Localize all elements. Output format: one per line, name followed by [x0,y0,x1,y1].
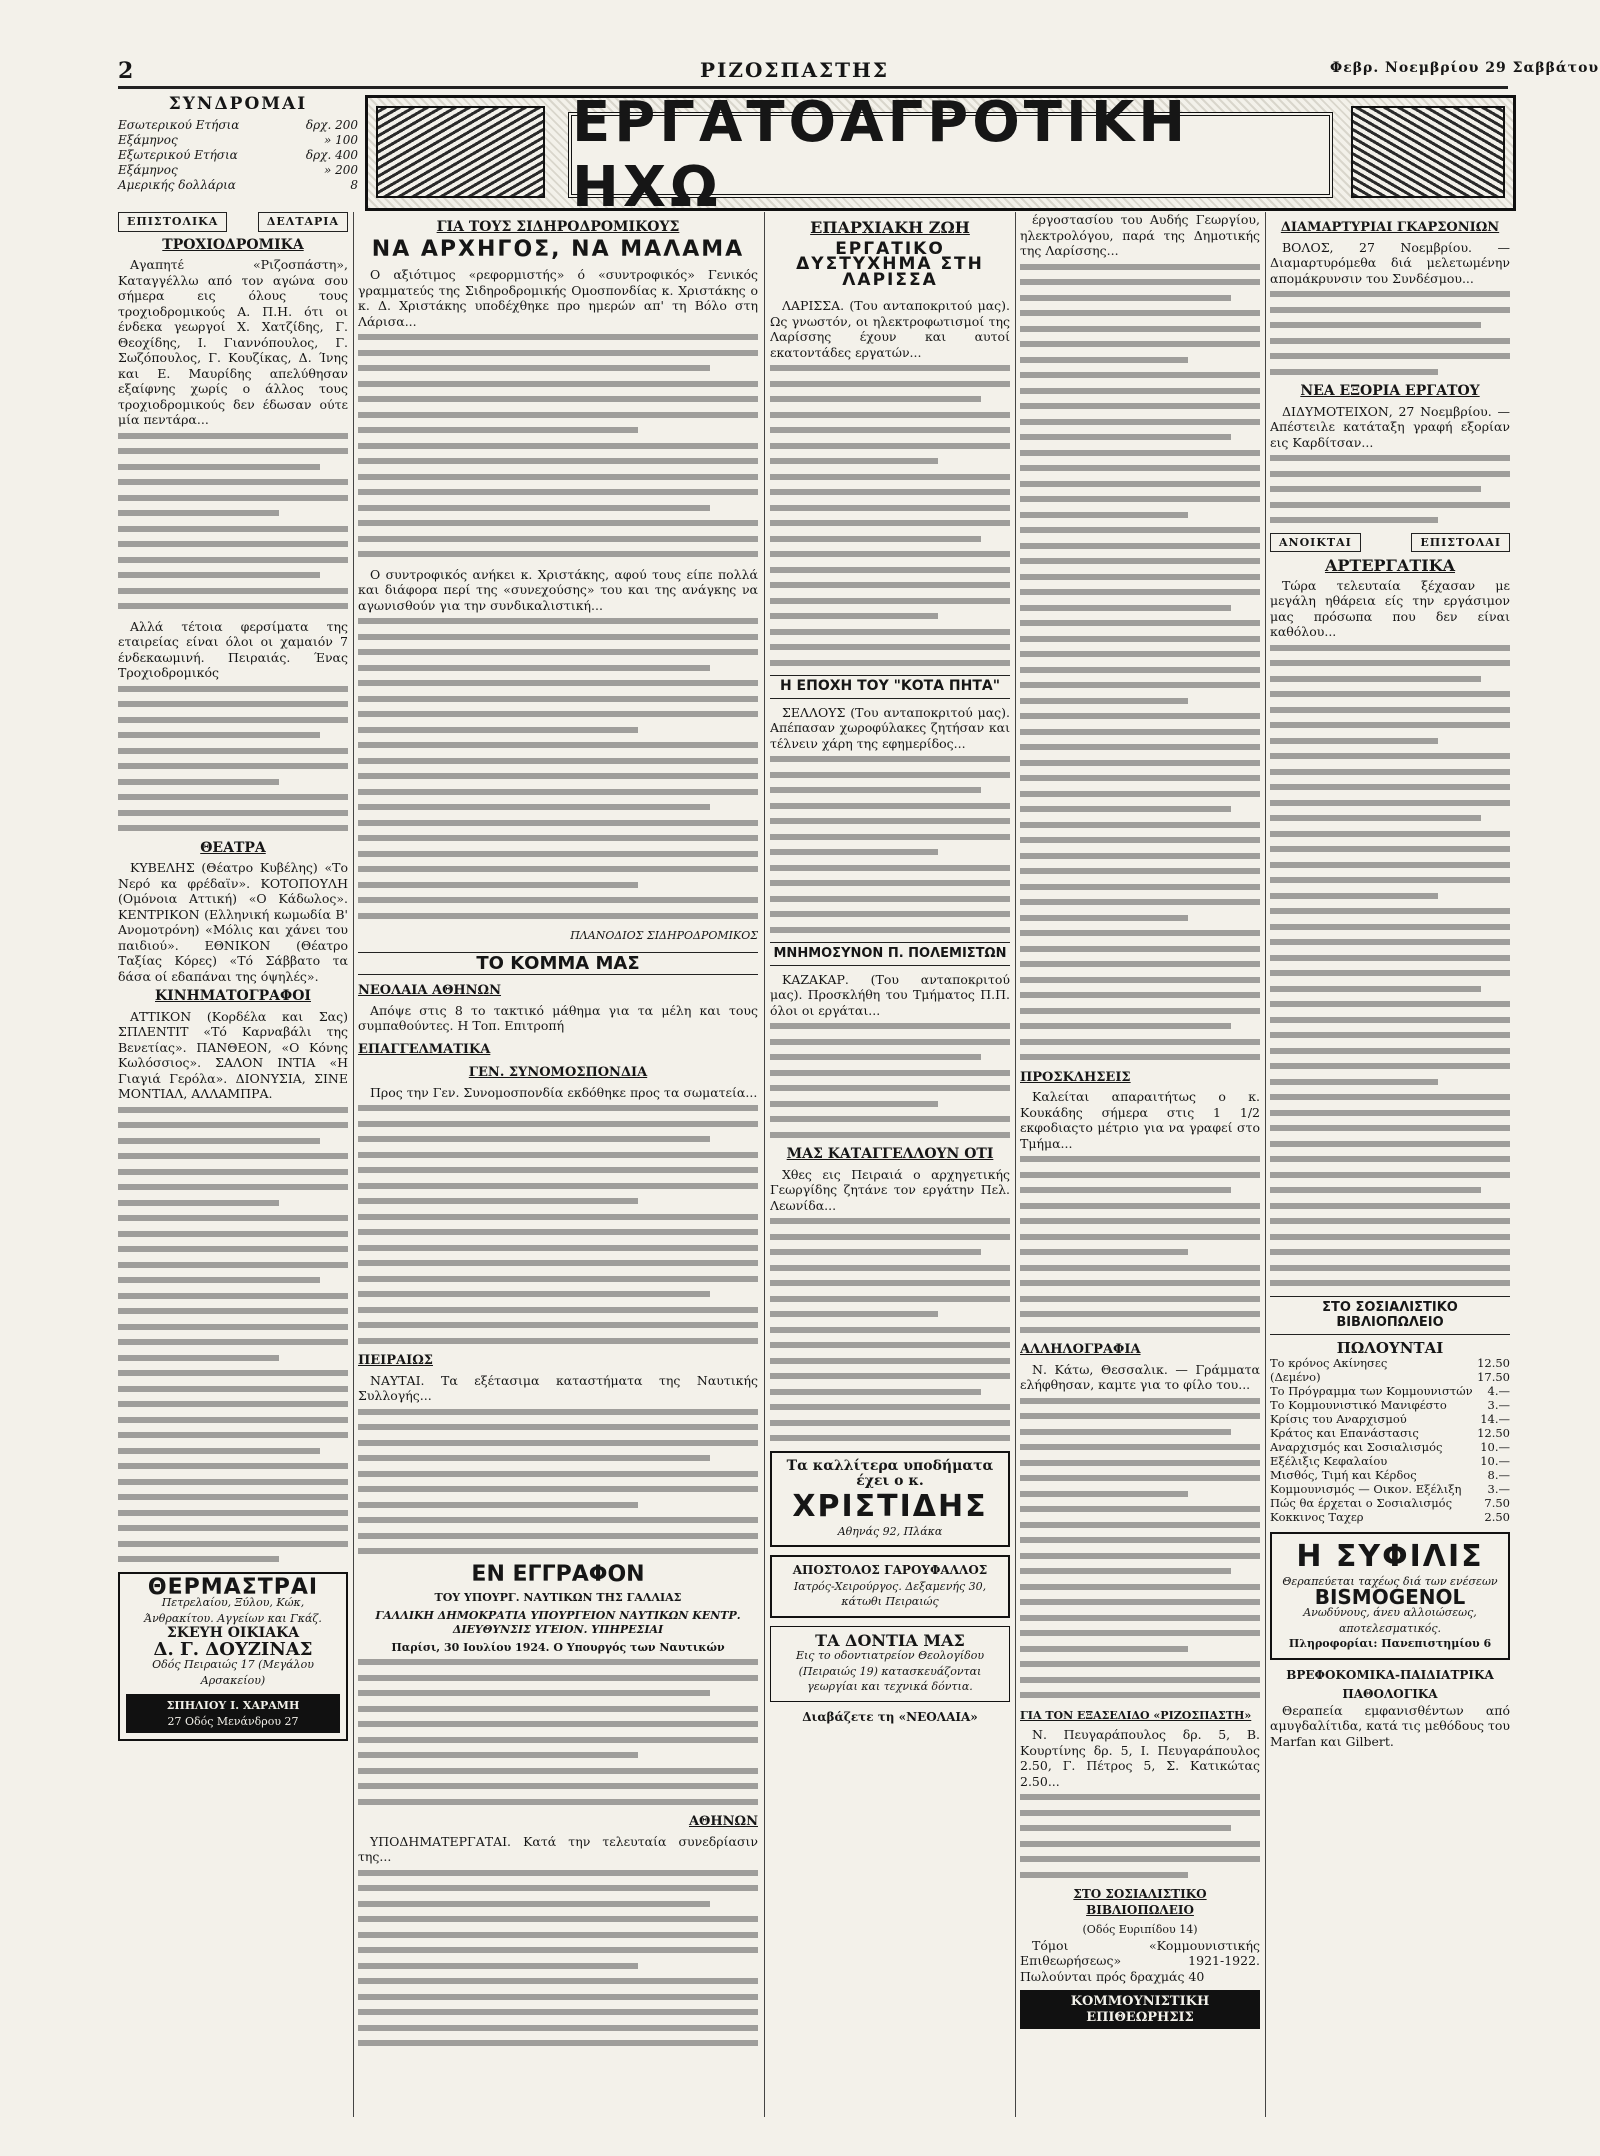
footer-note: Διαβάζετε τη «ΝΕΟΛΑΙΑ» [802,1709,978,1724]
text-filler [358,1870,758,2047]
article-text: Τώρα τελευταία ξέχασαν με μεγάλη ηθάρεια είς την εργάσιμον μας πρόσωπα που δεν είναι καθόλου... [1270,577,1510,639]
text-filler [118,433,348,610]
text-filler [118,1107,348,1563]
athens-title: ΑΘΗΝΩΝ [688,1814,758,1829]
party-text: Απόψε στις 8 το τακτικό μάθημα για τα μέλη και τους συμπαθούντες. Η Τοπ. Επιτροπή [358,1002,758,1033]
tab-notes: ΔΕΛΤΑΡΙΑ [258,212,348,232]
cinema-text: ΑΤΤΙΚΟΝ (Κορδέλα και Σας) ΣΠΛΕΝΤΙΤ «Τό Καρναβάλι της Βενετίας». ΠΑΝΘΕΟΝ, «Ο Κόνης Κωλόσσιος». ΣΑΛΟΝ ΙΝΤΙΑ «Η Γιαγιά Γερόλα». ΔΙΟΝΥΣΙΑ, ΣΙΝΕ ΜΟΝΤΙΑΛ, ΑΛΛΑΜΠΡΑ. [118,1008,348,1101]
list-item: Το Κομμουνιστικό Μανιφέστο 3.— [1270,1398,1510,1412]
text-filler [770,1023,1010,1138]
column-2 [358,212,758,2122]
fund-text: Ν. Πευγαράπουλος δρ. 5, Β. Κουρτίνης δρ. 5, Ι. Πευγαράπουλος 2.50, Γ. Πέτρος 5, Σ. Κατικώτας 2.50... [1020,1727,1260,1789]
subscriptions-box [118,94,358,204]
ad-text: Θεραπεύεται ταχέως διά των ενέσεων [1282,1575,1498,1588]
ad-subtext: Ανωδύνους, άνευ αλλοιώσεως, αποτελεσματικός. [1303,1606,1477,1635]
column-5 [1270,212,1510,2122]
column-rule [764,212,765,2117]
date-line: Φεβρ. Νοεμβρίου 29 Σαββάτου [1330,60,1600,76]
article-text: Ο αξιότιμος «ρεφορμιστής» ό «συντροφικός» Γενικός γραμματεύς της Σιδηροδρομικής Ομοσπονδίας κ. Χριστάκης ο κ. Δ. Χριστάκης υποδέχθηκε προ ημερών απ' τη Βόλο στη Λάρισα... [358,267,758,329]
column-tabs [1270,533,1510,553]
union-text: Προς την Γεν. Συνομοσπονδία εκδόθηκε προς τα σωματεία... [370,1084,758,1100]
newspaper-title: ΡΙΖΟΣΠΑΣΤΗΣ [700,58,890,82]
article-signature: ΠΛΑΝΟΔΙΟΣ ΣΙΔΗΡΟΔΡΟΜΙΚΟΣ [570,929,758,942]
list-item: (Δεμένο) 17.50 [1270,1370,1510,1384]
athens-text: ΥΠΟΔΗΜΑΤΕΡΓΑΤΑΙ. Κατά την τελευταία συνεδρίασιν της... [358,1833,758,1864]
kota-title: Η ΕΠΟΧΗ ΤΟΥ "ΚΟΤΑ ΠΗΤΑ" [770,675,1010,699]
headline: ΝΑ ΑΡΧΗΓΟΣ, ΝΑ ΜΑΛΑΜΑ [371,236,745,262]
bookshop-text: Τόμοι «Κομμουνιστικής Επιθεωρήσεως» 1921-1922. Πωλούνται πρός δραχμάς 40 [1020,1937,1260,1984]
bookshop-address: (Οδός Ευριπίδου 14) [1082,1923,1198,1936]
union-subtitle: ΓΕΝ. ΣΥΝΟΜΟΣΠΟΝΔΙΑ [468,1065,648,1080]
farmer-illustration [376,106,545,198]
theatre-title: ΘΕΑΤΡΑ [200,839,266,856]
exile-text: ΔΙΔΥΜΟΤΕΙΧΟΝ, 27 Νοεμβρίου. — Απέστειλε κατάταξη γραφή εξορίαν εις Καρδίτσαν... [1270,403,1510,450]
text-filler [358,1659,758,1805]
bookshop-title: ΣΤΟ ΣΟΣΙΑΛΙΣΤΙΚΟ ΒΙΒΛΙΟΠΩΛΕΙΟ [1073,1887,1207,1917]
column-rule [353,212,354,2117]
text-filler [1020,1794,1260,1878]
party-title: ΤΟ ΚΟΜΜΑ ΜΑΣ [358,952,758,976]
shoe-ad: Τα καλλίτερα υποδήματα έχει ο κ. ΧΡΙΣΤΙΔΗΣ Αθηνάς 92, Πλάκα [770,1451,1010,1548]
tab-open: ΑΝΟΙΚΤΑΙ [1270,533,1361,553]
ad-text: Πετρελαίου, Ξύλου, Κώκ, Άνθρακίτου. Αγγείων και Γκάζ. [144,1596,322,1625]
party-subtitle: ΝΕΟΛΑΙΑ ΑΘΗΝΩΝ [358,983,502,998]
ad-text: Ιατρός-Χειρούργος. Δεξαμενής 30, κάτωθι Πειραιώς [793,1579,987,1608]
bookshop-title: ΣΤΟ ΣΟΣΙΑΛΙΣΤΙΚΟ ΒΙΒΛΙΟΠΩΛΕΙΟ [1270,1296,1510,1335]
column-4 [1020,212,1260,2122]
article-text: ΛΑΡΙΣΣΑ. (Του ανταποκριτού μας). Ως γνωστόν, οι ηλεκτροφωτισμοί της Λαρίσσης έχουν και αυτοί εκατοντάδες εργατών... [770,298,1010,360]
document-title: ΕΝ ΕΓΓΡΑΦΟΝ [471,1561,645,1587]
subscription-row: Εσωτερικού Ετήσια δρχ. 200 [118,118,358,132]
ad-title: ΘΕΡΜΑΣΤΡΑΙ [147,1574,319,1600]
notices-text: Καλείται απαραιτήτως ο κ. Κουκάδης σήμερα στις 1 1/2 εκφοδιαςτο μέτριο για να γραφεί στο Τμήμα... [1020,1089,1260,1151]
list-item: Πώς θα έρχεται ο Σοσιαλισμός 7.50 [1270,1496,1510,1510]
article-text: Αγαπητέ «Ριζοσπάστη», Καταγγέλλω από τον αγώνα σου σήμερα εις όλους τους τροχιοδρομικούς Α. Π.Η. ότι οι ένδεκα γεωργοί Χ. Χατζίδης, Γ. Θεοχίδης, Ι. Γιαννόπουλος, Γ. Σωζόπουλος, Γ. Κουζίκας, Δ. Ίνης και Ε. Μαυρίδης απελύθησαν εξαίφνης χωρίς ο άλλος τους τροχιοδρομικούς δεν έδωσαν ούτε μία πεντάρα... [118,257,348,427]
clinic-text: Θεραπεία εμφανισθέντων από αμυγδαλίτιδα, κατά τις μεθόδους του Marfan και Gilbert. [1270,1702,1510,1749]
cinema-title: ΚΙΝΗΜΑΤΟΓΡΑΦΟΙ [155,988,311,1004]
list-item: Το κρόνος Ακίνησες 12.50 [1270,1356,1510,1370]
subscriptions-title: ΣΥΝΔΡΟΜΑΙ [168,94,308,114]
ad-text: Εις το οδοντιατρείον Θεολογίδου (Πειραιώς 19) κατασκευάζονται γεωργίαι και τεχνικά δόντια. [795,1649,985,1693]
fund-title: ΓΙΑ ΤΟΝ ΕΞΑΣΕΛΙΔΟ «ΡΙΖΟΣΠΑΣΤΗ» [1020,1708,1252,1722]
ad-address: Οδός Πειραιώς 17 (Μεγάλου Αρσακείου) [152,1658,314,1687]
navy-title: ΠΕΙΡΑΙΩΣ [358,1353,433,1368]
list-item: Κομμουνισμός — Οικον. Εξέλιξη 3.— [1270,1482,1510,1496]
letters-text: Ν. Κάτω, Θεσσαλικ. — Γράμματα ελήφθησαν, καμτε για το φίλο του... [1020,1361,1260,1392]
text-filler [358,1409,758,1555]
page-number: 2 [118,58,134,84]
article-text: έργοστασίου του Αυδής Γεωργίου, ηλεκτρολόγου, παρά της Δημοτικής της Λαρίσσης... [1020,212,1260,258]
bookshop-subtitle: ΠΩΛΟΥΝΤΑΙ [1336,1338,1444,1357]
document-header: ΓΑΛΛΙΚΗ ΔΗΜΟΚΡΑΤΙΑ ΥΠΟΥΡΓΕΙΟΝ ΝΑΥΤΙΚΩΝ ΚΕΝΤΡ. ΔΙΕΥΘΥΝΣΙΣ ΥΓΕΙΟΝ. ΥΠΗΡΕΣΙΑΙ [375,1609,741,1636]
notices-title: ΠΡΟΣΚΛΗΣΕΙΣ [1020,1069,1131,1085]
text-filler [358,1105,758,1344]
report-title: ΜΑΣ ΚΑΤΑΓΓΕΛΛΟΥΝ ΟΤΙ [786,1146,994,1162]
list-item: Κράτος και Επανάστασις 12.50 [1270,1426,1510,1440]
review-banner: ΚΟΜΜΟΥΝΙΣΤΙΚΗ ΕΠΙΘΕΩΡΗΣΙΣ [1020,1990,1260,2029]
text-filler [358,618,758,919]
column-3 [770,212,1010,2122]
memorial-title: ΜΝΗΜΟΣΥΝΟΝ Π. ΠΟΛΕΜΙΣΤΩΝ [770,942,1010,966]
column-rule [1015,212,1016,2117]
protest-text: ΒΟΛΟΣ, 27 Νοεμβρίου. — Διαμαρτυρόμεθα διά μελετωμένην απομάκρυνσιν του Συνδέσμου... [1270,239,1510,286]
section-title: ΑΡΤΕΡΓΑΤΙΚΑ [1324,556,1456,575]
list-item: Κοκκινος Ταχερ 2.50 [1270,1510,1510,1524]
list-item: Κρίσις του Αναρχισμού 14.— [1270,1412,1510,1426]
text-filler [1020,264,1260,1061]
tab-letters: ΕΠΙΣΤΟΛΙΚΑ [118,212,227,232]
document-subtitle: ΤΟΥ ΥΠΟΥΡΓ. ΝΑΥΤΙΚΩΝ ΤΗΣ ΓΑΛΛΙΑΣ [434,1591,682,1604]
column-1 [118,212,348,2122]
list-item: Αναρχισμός και Σοσιαλισμός 10.— [1270,1440,1510,1454]
column-tabs [118,212,348,232]
theatre-text: ΚΥΒΕΛΗΣ (Θέατρο Κυβέλης) «Το Νερό κα φρέδαϊν». ΚΟΤΟΠΟΥΛΗ (Ομόνοια Αττική) «Ο Κάδωλος». ΚΕΝΤΡΙΚΟΝ (Ελληνική κωμωδία Β' Ανομοτρόνη) «Μόλις και χάνει του παιδιού». ΕΘΝΙΚΟΝ (Θέατρο Ταξίας Κόρες) «Τό Σάββατο τα δάσα οί εδαπάναι της όψηλές». [118,860,348,984]
list-item: Το Πρόγραμμα των Κομμουνιστών 4.— [1270,1384,1510,1398]
subscription-row: Εξάμηνος » 200 [118,163,358,177]
protest-title: ΔΙΑΜΑΡΤΥΡΙΑΙ ΓΚΑΡΣΟΝΙΩΝ [1280,220,1500,235]
article-text: Αλλά τέτοια φερσίματα της εταιρείας είναι όλοι οι χαμαιόν 7 ένδεκαωμινή. Πειραιάς. Ένας Τροχιοδρομικός [118,618,348,680]
ad-title: ΤΑ ΔΟΝΤΙΑ ΜΑΣ [815,1630,965,1650]
section-title: ΕΠΑΡΧΙΑΚΗ ΖΩΗ [810,218,970,237]
kota-text: ΣΕΛΛΟΥΣ (Του ανταποκριτού μας). Απέπασαν χωροφύλακες ζητήσαν και τέλνειν χάρη της εφημερίδος... [770,704,1010,751]
subscription-row: Εξωτερικού Ετήσια δρχ. 400 [118,148,358,162]
memorial-text: ΚΑΖΑΚΑΡ. (Του ανταποκριτού μας). Προσκλήθη του Τμήματος Π.Π. όλοι οι εργάται... [770,971,1010,1018]
text-filler [1020,1398,1260,1699]
headline: ΕΡΓΑΤΙΚΟ ΔΥΣΤΥΧΗΜΑ ΣΤΗ ΛΑΡΙΣΣΑ [796,238,984,290]
text-filler [1270,291,1510,375]
section-title: ΤΡΟΧΙΟΔΡΟΜΙΚΑ [162,236,304,253]
ad-title: Η ΣΥΦΙΛΙΣ [1296,1539,1484,1574]
union-title: ΕΠΑΓΓΕΛΜΑΤΙΚΑ [358,1041,491,1057]
subscription-row: Εξάμηνος » 100 [118,133,358,147]
plough-illustration [1351,106,1505,198]
text-filler [358,334,758,557]
subscription-row: Αμερικής δολλάρια 8 [118,178,358,192]
navy-text: ΝΑΥΤΑΙ. Τα εξέτασιμα καταστήματα της Ναυτικής Συλλογής... [358,1372,758,1403]
book-list [1270,1356,1510,1524]
clinic-subtitle: ΠΑΘΟΛΟΓΙΚΑ [1342,1687,1438,1701]
article-text: Ο συντροφικός ανήκει κ. Χριστάκης, αφού τους είπε πολλά και διάφορα περί της «συνεχούσης» του και της ανάγκης να αγωνισθούν για την συνδικαλιστική... [358,566,758,613]
section-banner [365,90,1516,220]
dentist-ad [770,1626,1010,1702]
text-filler [1020,1156,1260,1333]
text-filler [770,756,1010,933]
masthead-rule [118,86,1508,89]
heater-ad [118,1572,348,1742]
ad-address: Αθηνάς 92, Πλάκα [837,1524,943,1538]
text-filler [770,1218,1010,1441]
text-filler [1270,645,1510,1287]
text-filler [770,365,1010,666]
ad-address: Πληροφορίαι: Πανεπιστημίου 6 [1288,1637,1492,1650]
doctor-ad [770,1555,1010,1618]
clinic-title: ΒΡΕΦΟΚΟΜΙΚΑ-ΠΑΙΔΙΑΤΡΙΚΑ [1286,1667,1494,1682]
tab-letters: ΕΠΙΣΤΟΛΑΙ [1411,533,1510,553]
text-filler [118,686,348,832]
letters-title: ΑΛΛΗΛΟΓΡΑΦΙΑ [1020,1342,1141,1357]
report-text: Χθες εις Πειραιά ο αρχηγετικής Γεωργίδης ζητάνε τον εργάτην Πελ. Λεωνίδα... [770,1166,1010,1213]
list-item: Μισθός, Τιμή και Κέρδος 8.— [1270,1468,1510,1482]
ad-name: Δ. Γ. ΔΟΥΖΙΝΑΣ [153,1638,313,1660]
ad-subtitle: ΣΚΕΥΗ ΟΙΚΙΑΚΑ [166,1625,300,1641]
optician-ad: ΣΠΗΛΙΟΥ Ι. ΧΑΡΑΜΗ 27 Οδός Μενάνδρου 27 [126,1694,340,1733]
ad-name: ΑΠΟΣΤΟΛΟΣ ΓΑΡΟΥΦΑΛΛΟΣ [792,1563,988,1577]
list-item: Εξέλιξις Κεφαλαίου 10.— [1270,1454,1510,1468]
ad-product: BISMOGENOL [1314,1584,1466,1609]
syphilis-ad [1270,1532,1510,1660]
text-filler [1270,455,1510,523]
exile-title: ΝΕΑ ΕΞΟΡΙΑ ΕΡΓΑΤΟΥ [1300,383,1480,399]
document-date: Παρίσι, 30 Ιουλίου 1924. Ο Υπουργός των Ναυτικών [391,1641,725,1654]
column-rule [1265,212,1266,2117]
section-title: ΓΙΑ ΤΟΥΣ ΣΙΔΗΡΟΔΡΟΜΙΚΟΥΣ [436,219,680,235]
banner-title: ΕΡΓΑΤΟΑΓΡΟΤΙΚΗ ΗΧΩ [568,112,1333,198]
ad-name: ΧΡΙΣΤΙΔΗΣ [792,1488,988,1524]
